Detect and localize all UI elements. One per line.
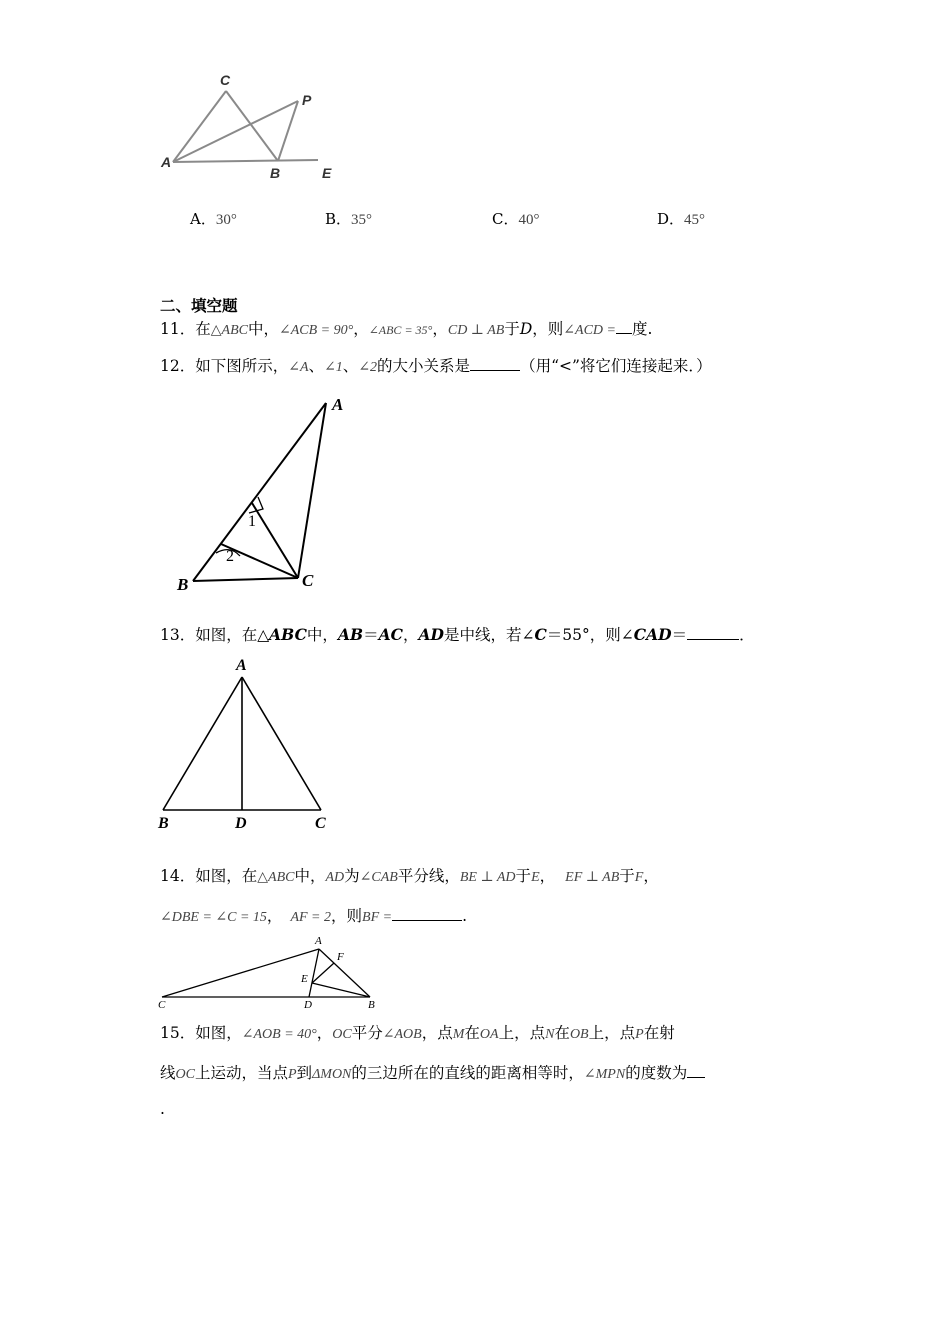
- label-a: A: [315, 935, 322, 947]
- label-b: B: [368, 999, 375, 1011]
- segment-ab: [319, 949, 370, 997]
- label-d: D: [304, 999, 312, 1011]
- question-13: 13．如图，在△ABC中，AB＝AC，AD是中线，若∠C＝55°，则∠CAD＝ ．: [160, 625, 755, 644]
- question-11: 11．在△ABC中，∠ACB = 90°，∠ABC = 35°，CD ⊥ AB于D，则∠ACD = 度.: [160, 320, 653, 338]
- label-a: A: [161, 154, 172, 170]
- question-14: 14．如图，在△ABC中，AD为∠CAB平分线，BE ⊥ AD于E， EF ⊥ AB于F，: [160, 867, 659, 885]
- question-15: 15．如图，∠AOB = 40°，OC平分∠AOB，点M在OA上，点N在OB上，点P在射: [160, 1024, 675, 1042]
- label-d: D: [235, 815, 247, 832]
- option-d[interactable]: D．45°: [657, 210, 706, 228]
- segment-be: [312, 983, 370, 997]
- angle-label-1: 1: [248, 513, 256, 530]
- question-14-line-2: ∠DBE = ∠C = 15， AF = 2，则BF = .: [160, 907, 468, 925]
- angle-label-2: 2: [226, 548, 234, 565]
- label-p: P: [302, 92, 312, 108]
- option-c[interactable]: C．40°: [492, 210, 540, 228]
- label-e: E: [301, 973, 308, 985]
- label-c: C: [220, 72, 231, 88]
- label-b: B: [177, 575, 189, 594]
- answer-blank-15[interactable]: [687, 1062, 705, 1078]
- label-b: B: [270, 165, 281, 181]
- option-b[interactable]: B．35°: [325, 210, 373, 228]
- segment-ca: [162, 949, 319, 997]
- label-a: A: [332, 395, 344, 414]
- question-15-line-2: 线OC上运动，当点P到ΔMON的三边所在的直线的距离相等时，∠MPN的度数为: [160, 1062, 705, 1085]
- label-e: E: [322, 165, 332, 181]
- option-a[interactable]: A．30°: [190, 210, 237, 228]
- label-c: C: [302, 571, 314, 590]
- label-f: F: [337, 951, 344, 963]
- label-b: B: [158, 815, 169, 832]
- section-title: 二、填空题: [160, 296, 238, 315]
- question-15-end: .: [160, 1100, 165, 1118]
- label-c: C: [315, 815, 326, 832]
- segment-ad: [309, 949, 319, 997]
- label-c: C: [158, 999, 166, 1011]
- label-a: A: [236, 657, 247, 674]
- question-12: 12．如下图所示，∠A、∠1、∠2的大小关系是 （用“<”将它们连接起来．）: [160, 357, 712, 375]
